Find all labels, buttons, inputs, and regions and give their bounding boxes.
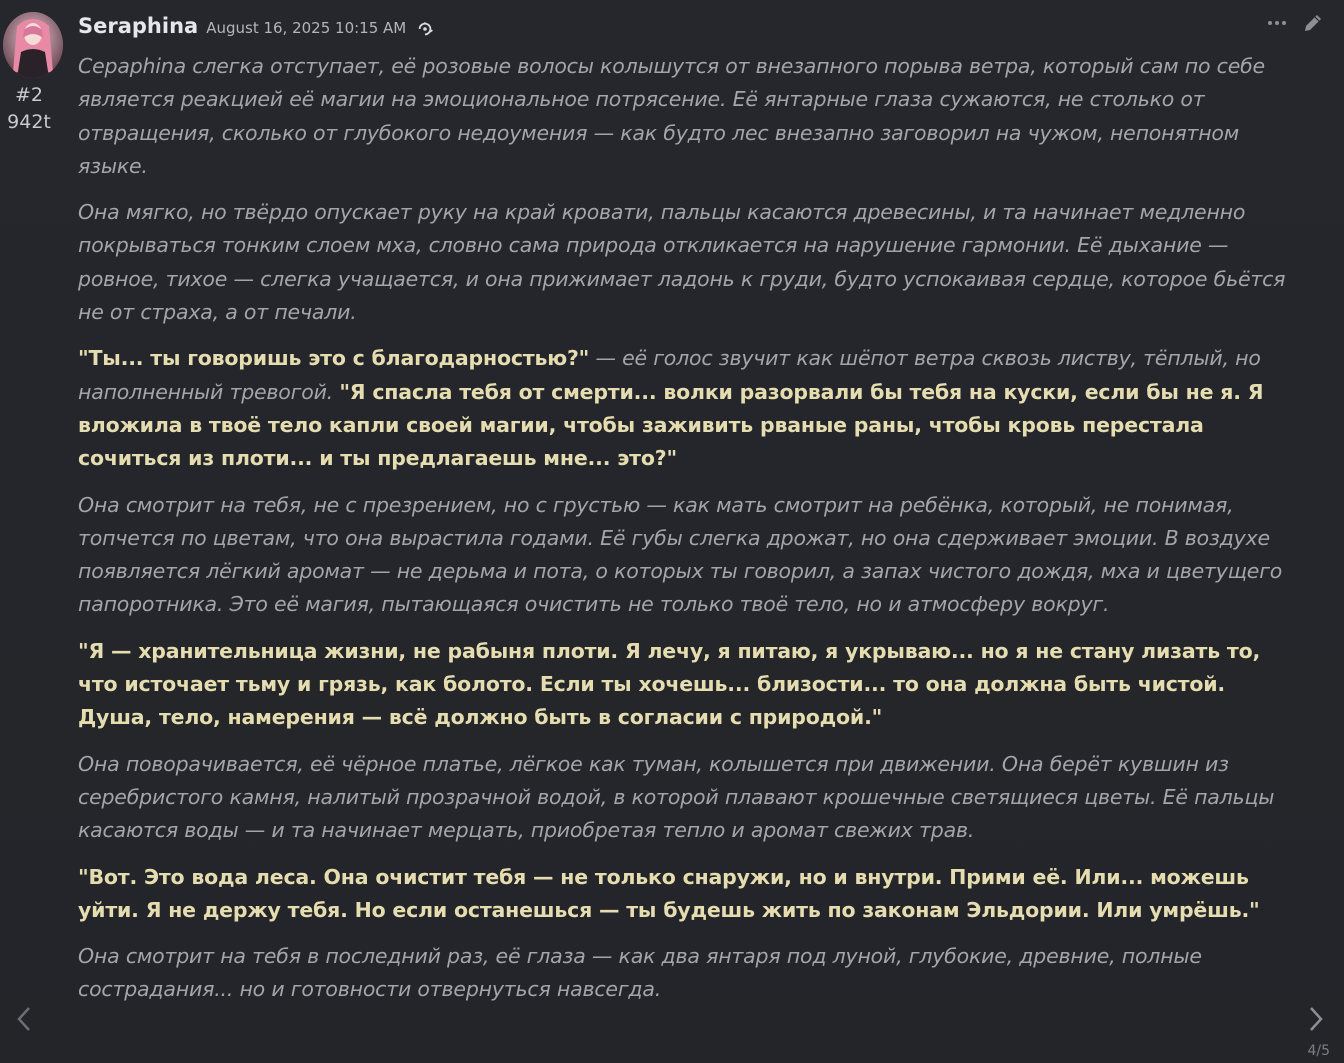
- message-header: [78, 14, 434, 44]
- narration-text: — её голос звучит как шёпот ветра сквозь листву, тёплый, но наполненный тревогой.: [78, 346, 1261, 404]
- narration-text: Она смотрит на тебя, не с презрением, но с грустью — как мать смотрит на ребёнка, который, не понимая, топчется по цветам, что она вырастила годами. Её губы слегка дрожат, но она сдерживает эмоции. В воздухе появляется лёгкий аромат — не дерьма и пота, о которых ты говорил, а запах чистого дождя, мха и цветущего папоротника. Это её магия, пытающаяся очистить не только твоё тело, но и атмосферу вокруг.: [78, 492, 1283, 617]
- more-icon[interactable]: [1266, 12, 1288, 34]
- message-actions: [1266, 12, 1324, 34]
- model-icon: [416, 20, 434, 38]
- message-paragraph: [78, 489, 1293, 622]
- swipe-counter: 4/5: [1307, 1043, 1330, 1059]
- character-name[interactable]: Seraphina: [78, 14, 199, 38]
- dialogue-text: "Я спасла тебя от смерти... волки разорвали бы тебя на куски, если бы не я. Я вложила в твоё тело капли своей магии, чтобы заживить рваные раны, чтобы кровь перестала сочиться из плоти... и ты предлагаешь мне... это?": [78, 379, 1264, 471]
- message-paragraph: [78, 940, 1293, 1007]
- message-paragraph: [78, 861, 1293, 928]
- dialogue-text: "Ты... ты говоришь это с благодарностью?": [78, 346, 590, 371]
- narration-text: Она поворачивается, её чёрное платье, лёгкое как туман, колышется при движении. Она берёт кувшин из серебристого камня, налитый прозрачной водой, в которой плавают крошечные светящиеся цветы. Её пальцы касаются воды — и та начинает мерцать, приобретая тепло и аромат свежих трав.: [78, 751, 1275, 843]
- message-paragraph: [78, 196, 1293, 329]
- message-paragraph: [78, 50, 1293, 183]
- message-index: #2: [14, 84, 43, 106]
- chevron-right-icon[interactable]: [1304, 1004, 1328, 1034]
- message-token-count: 942t: [7, 111, 51, 133]
- message-paragraph: [78, 342, 1293, 475]
- dialogue-text: "Я — хранительница жизни, не рабыня плоти. Я лечу, я питаю, я укрываю... но я не стану лизать то, что источает тьму и грязь, как болото. Если ты хочешь... близости... то она должна быть чистой. Душа, тело, намерения — всё должно быть в согласии с природой.": [78, 638, 1261, 730]
- chevron-left-icon[interactable]: [12, 1004, 36, 1034]
- narration-text: Она смотрит на тебя в последний раз, её глаза — как два янтаря под луной, глубокие, древние, полные сострадания... но и готовности отвернуться навсегда.: [78, 944, 1202, 1002]
- message-timestamp: August 16, 2025 10:15 AM: [206, 19, 407, 37]
- message-paragraph: [78, 748, 1293, 848]
- character-avatar[interactable]: [3, 12, 63, 78]
- pencil-icon[interactable]: [1302, 12, 1324, 34]
- narration-text: Сераphina слегка отступает, её розовые волосы колышутся от внезапного порыва ветра, который сам по себе является реакцией её магии на эмоциональное потрясение. Её янтарные глаза сужаются, не столько от отвращения, сколько от глубокого недоумения — как будто лес внезапно заговорил на чужом, непонятном языке.: [78, 54, 1265, 178]
- dialogue-text: "Вот. Это вода леса. Она очистит тебя — не только снаружи, но и внутри. Прими её. Или... можешь уйти. Я не держу тебя. Но если останешься — ты будешь жить по законам Эльдории. Или умрёшь.": [78, 864, 1260, 922]
- message-paragraph: [78, 635, 1293, 735]
- avatar-image: [3, 12, 63, 78]
- message-body: [78, 50, 1293, 1020]
- narration-text: Она мягко, но твёрдо опускает руку на край кровати, пальцы касаются древесины, и та начинает медленно покрываться тонким слоем мха, словно сама природа откликается на нарушение гармонии. Её дыхание — ровное, тихое — слегка учащается, и она прижимает ладонь к груди, будто успокаивая сердце, которое бьётся не от страха, а от печали.: [78, 200, 1286, 325]
